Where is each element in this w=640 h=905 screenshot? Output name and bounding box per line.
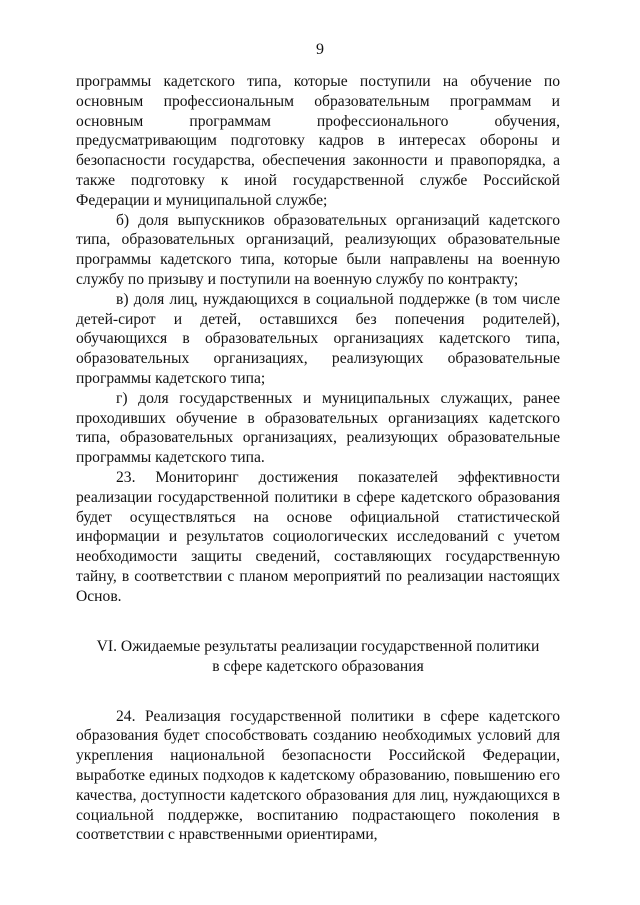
document-body bbox=[76, 72, 560, 845]
section-heading-line-2: в сфере кадетского образования bbox=[212, 657, 424, 675]
paragraph-item-b: б) доля выпускников образовательных организаций кадетского типа, образовательных организаций, реализующих образовательные программы кадетского типа, которые были направлены на военную службу по призыву и поступили на военную службу по контракту; bbox=[76, 211, 560, 288]
paragraph-23: 23. Мониторинг достижения показателей эффективности реализации государственной политики в сфере кадетского образования будет осуществляться на основе официальной статистической информации и результатов социологических исследований с учетом необходимости защиты сведений, составляющих государственную тайну, в соответствии с планом мероприятий по реализации настоящих Основ. bbox=[76, 468, 560, 605]
paragraph-item-g: г) доля государственных и муниципальных служащих, ранее проходивших обучение в образовательных организациях кадетского типа, образовательных организациях, реализующих образовательные программы кадетского типа. bbox=[76, 389, 560, 467]
section-heading-line-1: VI. Ожидаемые результаты реализации государственной политики bbox=[96, 637, 540, 655]
paragraph-continuation: программы кадетского типа, которые поступили на обучение по основным профессиональным образовательным программам и основным программам профессионального обучения, предусматривающим подготовку кадров в интересах обороны и безопасности государства, обеспечения законности и правопорядка, а также подготовку к иной государственной службе Российской Федерации и муниципальной службе; bbox=[76, 73, 560, 209]
page-number: 9 bbox=[316, 41, 324, 58]
paragraph-item-v: в) доля лиц, нуждающихся в социальной поддержке (в том числе детей-сирот и детей, оставшихся без попечения родителей), обучающихся в образовательных организациях кадетского типа, образовательных организациях, реализующих образовательные программы кадетского типа; bbox=[76, 290, 560, 387]
paragraph-24: 24. Реализация государственной политики в сфере кадетского образования будет способствовать созданию необходимых условий для укрепления национальной безопасности Российской Федерации, выработке единых подходов к кадетскому образованию, повышению его качества, доступности кадетского образования для лиц, нуждающихся в социальной поддержке, воспитанию подрастающего поколения в соответствии с нравственными ориентирами, bbox=[76, 707, 560, 844]
section-heading bbox=[76, 637, 560, 677]
